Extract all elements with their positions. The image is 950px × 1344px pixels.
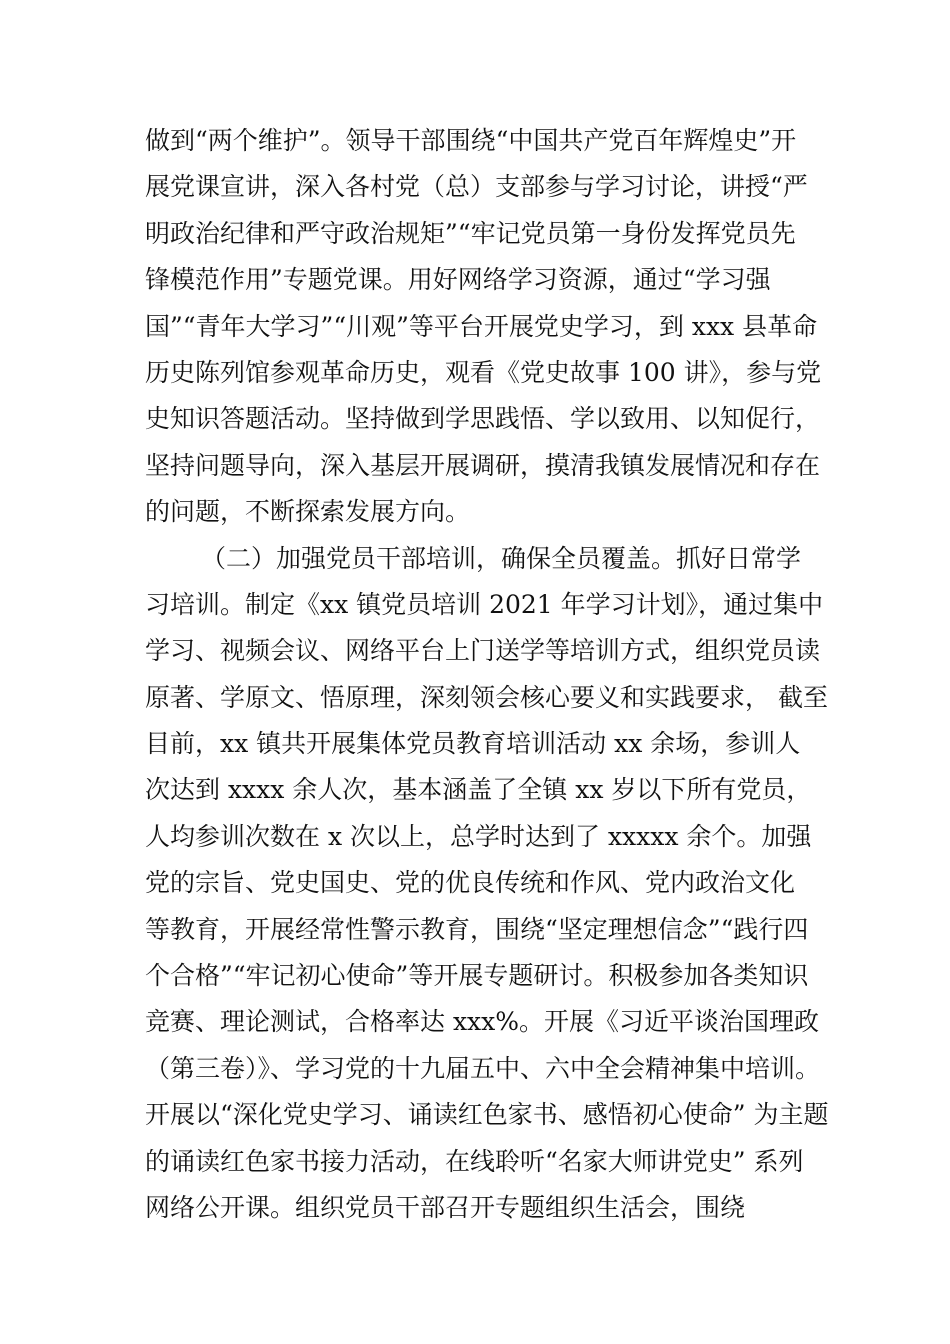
paragraph-p2 [145, 536, 835, 1232]
text-line: 的问题，不断探索发展方向。 [145, 497, 471, 527]
text-line: 原著、学原文、悟原理，深刻领会核心要义和实践要求， 截至 [145, 682, 828, 712]
text-line: 锋模范作用”专题党课。用好网络学习资源，通过“学习强 [145, 265, 771, 295]
text-line: 目前，xx 镇共开展集体党员教育培训活动 xx 余场，参训人 [145, 729, 801, 759]
text-line: （第三卷）》、学习党的十九届五中、六中全会精神集中培训。 [145, 1053, 821, 1083]
text-line: 人均参训次数在 x 次以上，总学时达到了 xxxxx 余个。加强 [145, 821, 812, 851]
text-line: 展党课宣讲，深入各村党（总）支部参与学习讨论，讲授“严 [145, 172, 808, 202]
text-line: 做到“两个维护”。领导干部围绕“中国共产党百年辉煌史”开 [145, 126, 797, 155]
text-line: 学习、视频会议、网络平台上门送学等培训方式，组织党员读 [145, 636, 821, 666]
text-line: 开展以“深化党史学习、诵读红色家书、感悟初心使命” 为主题 [145, 1100, 829, 1130]
text-line-first-indent: （二）加强党员干部培训，确保全员覆盖。抓好日常学 [201, 543, 802, 573]
text-line: 国”“青年大学习”“川观”等平台开展党史学习，到 xxx 县革命 [145, 311, 818, 341]
text-line: 明政治纪律和严守政治规矩”“牢记党员第一身份发挥党员先 [145, 218, 796, 248]
text-line: 等教育，开展经常性警示教育，围绕“坚定理想信念”“践行四 [145, 914, 809, 944]
body-text [145, 118, 835, 1231]
text-line: 竞赛、理论测试，合格率达 xxx%。开展《习近平谈治国理政 [145, 1007, 820, 1037]
text-line: 史知识答题活动。坚持做到学思践悟、学以致用、以知促行， [145, 404, 821, 434]
text-line: 党的宗旨、党史国史、党的优良传统和作风、党内政治文化 [145, 868, 796, 898]
text-line: 历史陈列馆参观革命历史，观看《党史故事 100 讲》，参与党 [145, 357, 822, 387]
text-line: 习培训。制定《xx 镇党员培训 2021 年学习计划》，通过集中 [145, 589, 824, 619]
text-line: 次达到 xxxx 余人次，基本涵盖了全镇 xx 岁以下所有党员， [145, 775, 812, 805]
text-line: 的诵读红色家书接力活动，在线聆听“名家大师讲党史” 系列 [145, 1146, 804, 1176]
paragraph-p1 [145, 118, 835, 536]
text-line: 网络公开课。组织党员干部召开专题组织生活会，围绕 [145, 1192, 746, 1222]
text-line: 坚持问题导向，深入基层开展调研，摸清我镇发展情况和存在 [145, 450, 821, 480]
text-line: 个合格”“牢记初心使命”等开展专题研讨。积极参加各类知识 [145, 961, 809, 991]
